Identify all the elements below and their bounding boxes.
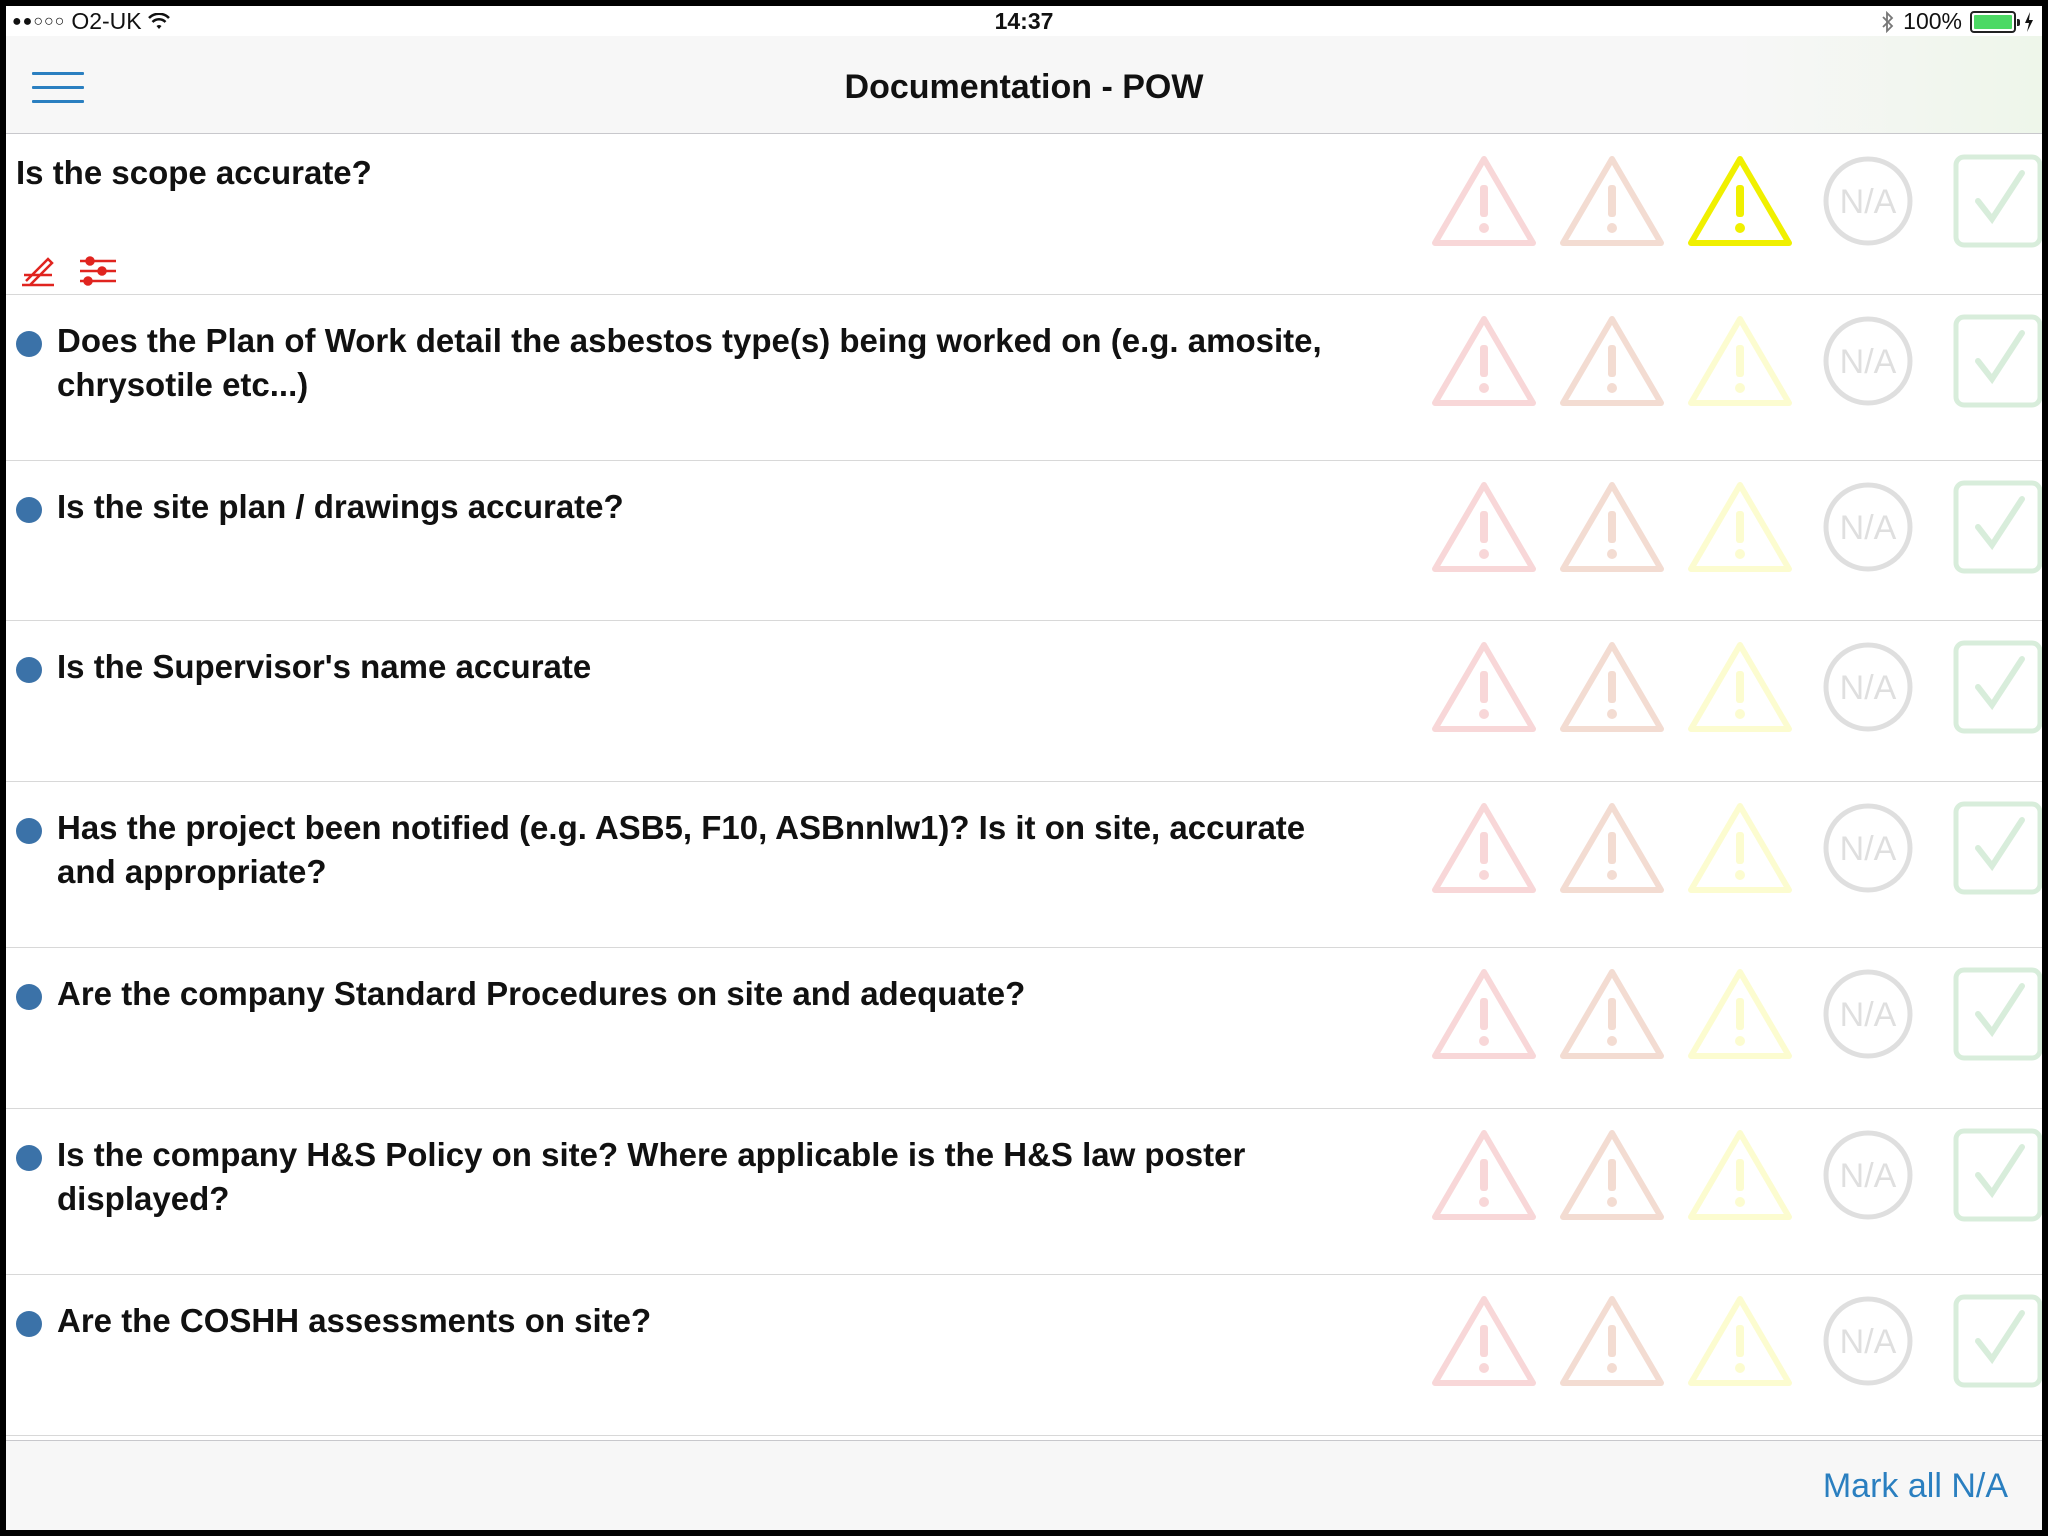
rating-major-button[interactable]	[1420, 151, 1548, 251]
rating-major-button[interactable]	[1420, 637, 1548, 737]
na-icon	[1814, 1293, 1922, 1389]
na-icon	[1814, 639, 1922, 735]
rating-moderate-button[interactable]	[1548, 477, 1676, 577]
na-label: N/A	[1839, 183, 1897, 221]
charging-icon	[2024, 12, 2034, 32]
question-text: Has the project been notified (e.g. ASB5, F10, ASBnnlw1)? Is it on site, accurate and appropriate?	[57, 809, 1306, 890]
na-label: N/A	[1839, 996, 1897, 1034]
rating-minor-button[interactable]	[1676, 151, 1804, 251]
page-title: Documentation - POW	[844, 68, 1204, 106]
bluetooth-icon	[1881, 11, 1895, 33]
rating-moderate-button[interactable]	[1548, 151, 1676, 251]
status-time: 14:37	[994, 8, 1054, 34]
na-icon	[1814, 479, 1922, 575]
question-row	[6, 621, 2042, 782]
check-icon	[1942, 1293, 2042, 1389]
rating-moderate-button[interactable]	[1548, 311, 1676, 411]
na-label: N/A	[1839, 1157, 1897, 1195]
rating-options	[1420, 311, 2042, 411]
warning-icon	[1686, 479, 1794, 575]
rating-minor-button[interactable]	[1676, 964, 1804, 1064]
warning-icon	[1686, 800, 1794, 896]
rating-minor-button[interactable]	[1676, 1291, 1804, 1391]
rating-minor-button[interactable]	[1676, 798, 1804, 898]
na-icon	[1814, 966, 1922, 1062]
rating-ok-button[interactable]	[1932, 1125, 2042, 1225]
footer-toolbar	[6, 1440, 2042, 1530]
nav-bar	[6, 36, 2042, 134]
check-icon	[1942, 966, 2042, 1062]
rating-ok-button[interactable]	[1932, 798, 2042, 898]
question-text: Is the company H&S Policy on site? Where applicable is the H&S law poster displayed?	[57, 1136, 1246, 1217]
bullet-icon	[16, 818, 42, 844]
app-screen	[6, 6, 2042, 1530]
rating-na-button[interactable]	[1804, 311, 1932, 411]
mark-all-na-button[interactable]: Mark all N/A	[1822, 1467, 2008, 1505]
na-label: N/A	[1839, 830, 1897, 868]
check-icon	[1942, 313, 2042, 409]
rating-na-button[interactable]	[1804, 1125, 1932, 1225]
na-label: N/A	[1839, 1323, 1897, 1361]
rating-major-button[interactable]	[1420, 1291, 1548, 1391]
question-list	[6, 135, 2042, 1436]
rating-major-button[interactable]	[1420, 311, 1548, 411]
rating-options	[1420, 798, 2042, 898]
section-tools	[18, 251, 118, 291]
rating-options	[1420, 964, 2042, 1064]
carrier-label: O2-UK	[71, 8, 142, 34]
warning-icon	[1430, 153, 1538, 249]
warning-icon	[1686, 966, 1794, 1062]
bullet-icon	[16, 1311, 42, 1337]
question-row	[6, 1275, 2042, 1436]
check-icon	[1942, 1127, 2042, 1223]
bullet-icon	[16, 331, 42, 357]
question-row	[6, 1109, 2042, 1275]
rating-ok-button[interactable]	[1932, 151, 2042, 251]
question-row	[6, 782, 2042, 948]
rating-major-button[interactable]	[1420, 798, 1548, 898]
rating-ok-button[interactable]	[1932, 311, 2042, 411]
rating-options	[1420, 151, 2042, 251]
warning-icon	[1558, 1127, 1666, 1223]
warning-icon	[1430, 1293, 1538, 1389]
question-text: Is the Supervisor's name accurate	[57, 648, 592, 685]
warning-icon	[1686, 313, 1794, 409]
section-title: Is the scope accurate?	[16, 154, 372, 191]
rating-major-button[interactable]	[1420, 477, 1548, 577]
battery-icon	[1970, 11, 2016, 33]
check-icon	[1942, 479, 2042, 575]
edit-note-icon[interactable]	[18, 251, 58, 291]
warning-icon	[1558, 479, 1666, 575]
rating-options	[1420, 637, 2042, 737]
check-icon	[1942, 153, 2042, 249]
rating-ok-button[interactable]	[1932, 477, 2042, 577]
na-label: N/A	[1839, 343, 1897, 381]
na-icon	[1814, 153, 1922, 249]
rating-options	[1420, 477, 2042, 577]
sliders-icon[interactable]	[78, 251, 118, 291]
warning-icon	[1430, 313, 1538, 409]
check-icon	[1942, 800, 2042, 896]
warning-icon	[1558, 153, 1666, 249]
signal-dots: ●●○○○	[12, 12, 66, 30]
bullet-icon	[16, 657, 42, 683]
bullet-icon	[16, 497, 42, 523]
warning-icon	[1430, 966, 1538, 1062]
warning-icon	[1686, 153, 1794, 249]
question-text: Are the COSHH assessments on site?	[57, 1302, 652, 1339]
rating-ok-button[interactable]	[1932, 1291, 2042, 1391]
rating-minor-button[interactable]	[1676, 637, 1804, 737]
section-row	[6, 135, 2042, 295]
warning-icon	[1430, 479, 1538, 575]
rating-moderate-button[interactable]	[1548, 637, 1676, 737]
na-icon	[1814, 313, 1922, 409]
na-label: N/A	[1839, 509, 1897, 547]
rating-options	[1420, 1291, 2042, 1391]
rating-major-button[interactable]	[1420, 964, 1548, 1064]
na-icon	[1814, 800, 1922, 896]
question-row	[6, 295, 2042, 461]
rating-ok-button[interactable]	[1932, 637, 2042, 737]
question-text: Is the site plan / drawings accurate?	[57, 488, 624, 525]
rating-minor-button[interactable]	[1676, 1125, 1804, 1225]
rating-moderate-button[interactable]	[1548, 964, 1676, 1064]
status-bar	[6, 6, 2042, 36]
bullet-icon	[16, 1145, 42, 1171]
warning-icon	[1558, 639, 1666, 735]
warning-icon	[1558, 800, 1666, 896]
rating-moderate-button[interactable]	[1548, 1291, 1676, 1391]
battery-percent: 100%	[1903, 8, 1962, 34]
rating-na-button[interactable]	[1804, 964, 1932, 1064]
question-text: Does the Plan of Work detail the asbestos type(s) being worked on (e.g. amosite, chrysotile etc...)	[57, 322, 1322, 403]
warning-icon	[1686, 1127, 1794, 1223]
rating-moderate-button[interactable]	[1548, 1125, 1676, 1225]
rating-ok-button[interactable]	[1932, 964, 2042, 1064]
rating-na-button[interactable]	[1804, 477, 1932, 577]
rating-minor-button[interactable]	[1676, 477, 1804, 577]
warning-icon	[1558, 313, 1666, 409]
question-row	[6, 948, 2042, 1109]
warning-icon	[1430, 639, 1538, 735]
rating-na-button[interactable]	[1804, 151, 1932, 251]
na-icon	[1814, 1127, 1922, 1223]
rating-na-button[interactable]	[1804, 637, 1932, 737]
rating-moderate-button[interactable]	[1548, 798, 1676, 898]
na-label: N/A	[1839, 669, 1897, 707]
warning-icon	[1686, 639, 1794, 735]
rating-na-button[interactable]	[1804, 798, 1932, 898]
warning-icon	[1558, 966, 1666, 1062]
warning-icon	[1558, 1293, 1666, 1389]
warning-icon	[1430, 800, 1538, 896]
rating-options	[1420, 1125, 2042, 1225]
rating-major-button[interactable]	[1420, 1125, 1548, 1225]
warning-icon	[1430, 1127, 1538, 1223]
warning-icon	[1686, 1293, 1794, 1389]
check-icon	[1942, 639, 2042, 735]
rating-minor-button[interactable]	[1676, 311, 1804, 411]
question-text: Are the company Standard Procedures on site and adequate?	[57, 975, 1026, 1012]
bullet-icon	[16, 984, 42, 1010]
rating-na-button[interactable]	[1804, 1291, 1932, 1391]
question-row	[6, 461, 2042, 621]
